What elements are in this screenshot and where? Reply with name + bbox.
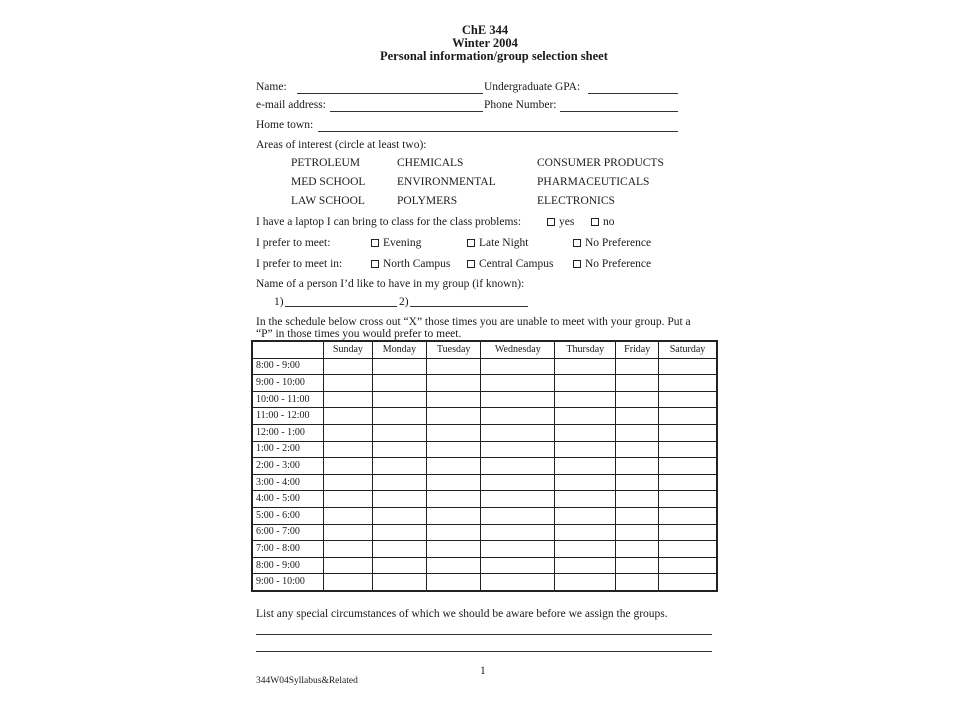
schedule-cell[interactable] xyxy=(426,458,480,475)
schedule-cell[interactable] xyxy=(426,441,480,458)
schedule-cell[interactable] xyxy=(324,391,373,408)
option-label: no xyxy=(603,216,615,228)
meet-time-label: I prefer to meet: xyxy=(256,237,331,249)
schedule-cell[interactable] xyxy=(426,474,480,491)
gpa-field[interactable] xyxy=(588,93,678,94)
checkbox[interactable] xyxy=(547,218,555,226)
time-slot-label: 4:00 - 5:00 xyxy=(252,491,324,508)
group-member-2-field[interactable] xyxy=(410,306,528,307)
schedule-cell[interactable] xyxy=(616,458,659,475)
schedule-cell[interactable] xyxy=(324,574,373,591)
schedule-cell[interactable] xyxy=(555,408,616,425)
time-slot-label: 5:00 - 6:00 xyxy=(252,507,324,524)
day-header: Tuesday xyxy=(426,341,480,358)
schedule-cell[interactable] xyxy=(324,408,373,425)
schedule-cell[interactable] xyxy=(481,375,555,392)
schedule-cell[interactable] xyxy=(555,557,616,574)
table-row xyxy=(252,557,717,574)
interest-option[interactable]: ELECTRONICS xyxy=(537,195,615,207)
interest-option[interactable]: POLYMERS xyxy=(397,195,458,207)
interests-label: Areas of interest (circle at least two): xyxy=(256,139,427,151)
table-row xyxy=(252,375,717,392)
schedule-cell[interactable] xyxy=(659,557,717,574)
sheet-subtitle: Personal information/group selection sheet xyxy=(380,49,608,63)
schedule-table xyxy=(251,340,718,592)
option-label: Central Campus xyxy=(479,258,554,270)
schedule-cell[interactable] xyxy=(555,574,616,591)
schedule-cell[interactable] xyxy=(616,375,659,392)
hometown-field[interactable] xyxy=(318,131,678,132)
schedule-cell[interactable] xyxy=(555,358,616,375)
interest-option[interactable]: PETROLEUM xyxy=(291,157,360,169)
email-field[interactable] xyxy=(330,111,483,112)
schedule-cell[interactable] xyxy=(372,557,426,574)
hometown-label: Home town: xyxy=(256,119,314,131)
schedule-cell[interactable] xyxy=(555,491,616,508)
time-slot-label: 6:00 - 7:00 xyxy=(252,524,324,541)
schedule-cell[interactable] xyxy=(616,491,659,508)
course-title: ChE 344 xyxy=(461,23,509,37)
interest-option[interactable]: ENVIRONMENTAL xyxy=(397,176,496,188)
schedule-cell[interactable] xyxy=(372,574,426,591)
schedule-cell[interactable] xyxy=(426,507,480,524)
schedule-cell[interactable] xyxy=(324,458,373,475)
meet-north-campus-option[interactable] xyxy=(371,257,450,271)
schedule-header-row xyxy=(252,341,717,358)
schedule-instructions: In the schedule below cross out “X” those times you are unable to meet with your group. Put a xyxy=(256,316,691,328)
checkbox[interactable] xyxy=(467,260,475,268)
schedule-cell[interactable] xyxy=(616,557,659,574)
schedule-cell[interactable] xyxy=(555,507,616,524)
phone-label: Phone Number: xyxy=(484,99,557,111)
schedule-cell[interactable] xyxy=(426,391,480,408)
checkbox[interactable] xyxy=(371,260,379,268)
interest-option[interactable]: CHEMICALS xyxy=(397,157,464,169)
table-row xyxy=(252,574,717,591)
schedule-cell[interactable] xyxy=(481,507,555,524)
laptop-yes-option[interactable] xyxy=(547,215,574,229)
schedule-cell[interactable] xyxy=(372,391,426,408)
schedule-cell[interactable] xyxy=(372,408,426,425)
schedule-cell[interactable] xyxy=(372,491,426,508)
day-header: Sunday xyxy=(324,341,373,358)
name-label: Name: xyxy=(256,81,287,93)
table-row xyxy=(252,507,717,524)
schedule-cell[interactable] xyxy=(616,424,659,441)
schedule-cell[interactable] xyxy=(324,441,373,458)
day-header: Saturday xyxy=(659,341,717,358)
meet-place-label: I prefer to meet in: xyxy=(256,258,343,270)
time-slot-label: 10:00 - 11:00 xyxy=(252,391,324,408)
schedule-cell[interactable] xyxy=(659,375,717,392)
schedule-cell[interactable] xyxy=(426,524,480,541)
schedule-cell[interactable] xyxy=(616,358,659,375)
laptop-no-option[interactable] xyxy=(591,215,615,229)
table-row xyxy=(252,458,717,475)
meet-no-preference-option[interactable] xyxy=(573,236,651,250)
schedule-cell[interactable] xyxy=(426,541,480,558)
schedule-cell[interactable] xyxy=(616,507,659,524)
schedule-cell[interactable] xyxy=(372,375,426,392)
group-member-1-label: 1) xyxy=(274,296,284,308)
schedule-cell[interactable] xyxy=(616,524,659,541)
laptop-label: I have a laptop I can bring to class for the class problems: xyxy=(256,216,522,228)
schedule-cell[interactable] xyxy=(481,574,555,591)
schedule-cell[interactable] xyxy=(659,391,717,408)
checkbox[interactable] xyxy=(573,239,581,247)
schedule-cell[interactable] xyxy=(659,524,717,541)
table-row xyxy=(252,541,717,558)
schedule-cell[interactable] xyxy=(616,441,659,458)
schedule-cell[interactable] xyxy=(481,541,555,558)
schedule-cell[interactable] xyxy=(372,441,426,458)
table-row xyxy=(252,524,717,541)
group-member-1-field[interactable] xyxy=(285,306,397,307)
schedule-cell[interactable] xyxy=(324,507,373,524)
time-slot-label: 3:00 - 4:00 xyxy=(252,474,324,491)
table-row xyxy=(252,491,717,508)
schedule-cell[interactable] xyxy=(616,391,659,408)
table-row xyxy=(252,424,717,441)
option-label: No Preference xyxy=(585,237,652,249)
schedule-cell[interactable] xyxy=(324,375,373,392)
schedule-cell[interactable] xyxy=(481,424,555,441)
checkbox[interactable] xyxy=(371,239,379,247)
meet-central-campus-option[interactable] xyxy=(467,257,553,271)
schedule-cell[interactable] xyxy=(426,375,480,392)
interest-option[interactable]: PHARMACEUTICALS xyxy=(537,176,650,188)
schedule-cell[interactable] xyxy=(324,358,373,375)
schedule-cell[interactable] xyxy=(324,474,373,491)
schedule-cell[interactable] xyxy=(324,491,373,508)
schedule-cell[interactable] xyxy=(659,574,717,591)
schedule-cell[interactable] xyxy=(659,507,717,524)
name-field[interactable] xyxy=(297,93,483,94)
schedule-cell[interactable] xyxy=(659,424,717,441)
schedule-cell[interactable] xyxy=(616,541,659,558)
page-number: 1 xyxy=(480,665,486,677)
schedule-cell[interactable] xyxy=(616,408,659,425)
schedule-cell[interactable] xyxy=(372,358,426,375)
schedule-cell[interactable] xyxy=(426,358,480,375)
schedule-cell[interactable] xyxy=(372,541,426,558)
schedule-cell[interactable] xyxy=(555,474,616,491)
schedule-cell[interactable] xyxy=(555,441,616,458)
schedule-cell[interactable] xyxy=(426,557,480,574)
special-circumstances-line-1[interactable] xyxy=(256,634,712,635)
schedule-cell[interactable] xyxy=(659,491,717,508)
day-header: Thursday xyxy=(555,341,616,358)
schedule-cell[interactable] xyxy=(481,557,555,574)
time-slot-label: 12:00 - 1:00 xyxy=(252,424,324,441)
schedule-cell[interactable] xyxy=(659,541,717,558)
time-slot-label: 2:00 - 3:00 xyxy=(252,458,324,475)
table-row xyxy=(252,474,717,491)
schedule-cell[interactable] xyxy=(481,391,555,408)
schedule-cell[interactable] xyxy=(324,424,373,441)
option-label: yes xyxy=(559,216,575,228)
schedule-cell[interactable] xyxy=(481,491,555,508)
table-row xyxy=(252,358,717,375)
phone-field[interactable] xyxy=(560,111,678,112)
schedule-cell[interactable] xyxy=(481,358,555,375)
schedule-cell[interactable] xyxy=(481,408,555,425)
schedule-cell[interactable] xyxy=(659,458,717,475)
schedule-cell[interactable] xyxy=(659,358,717,375)
table-row xyxy=(252,408,717,425)
schedule-cell[interactable] xyxy=(481,474,555,491)
interest-option[interactable]: CONSUMER PRODUCTS xyxy=(537,157,664,169)
time-slot-label: 8:00 - 9:00 xyxy=(252,358,324,375)
term-title: Winter 2004 xyxy=(452,36,518,50)
schedule-cell[interactable] xyxy=(555,424,616,441)
schedule-cell[interactable] xyxy=(481,524,555,541)
schedule-cell[interactable] xyxy=(555,391,616,408)
table-row xyxy=(252,391,717,408)
day-header: Wednesday xyxy=(481,341,555,358)
time-slot-label: 7:00 - 8:00 xyxy=(252,541,324,558)
email-label: e-mail address: xyxy=(256,99,326,111)
schedule-cell[interactable] xyxy=(372,474,426,491)
schedule-cell[interactable] xyxy=(372,458,426,475)
group-label: Name of a person I’d like to have in my group (if known): xyxy=(256,278,525,290)
schedule-cell[interactable] xyxy=(659,408,717,425)
schedule-cell[interactable] xyxy=(324,557,373,574)
schedule-cell[interactable] xyxy=(659,441,717,458)
meet-evening-option[interactable] xyxy=(371,236,421,250)
gpa-label: Undergraduate GPA: xyxy=(484,81,581,93)
schedule-cell[interactable] xyxy=(426,408,480,425)
checkbox[interactable] xyxy=(467,239,475,247)
special-circumstances-label: List any special circumstances of which we should be aware before we assign the groups. xyxy=(256,608,668,620)
time-slot-label: 8:00 - 9:00 xyxy=(252,557,324,574)
day-header: Friday xyxy=(616,341,659,358)
interest-option[interactable]: LAW SCHOOL xyxy=(291,195,365,207)
special-circumstances-line-2[interactable] xyxy=(256,651,712,652)
option-label: No Preference xyxy=(585,258,652,270)
schedule-cell[interactable] xyxy=(372,524,426,541)
checkbox[interactable] xyxy=(573,260,581,268)
meet-late-night-option[interactable] xyxy=(467,236,529,250)
table-row xyxy=(252,441,717,458)
schedule-cell[interactable] xyxy=(481,458,555,475)
option-label: Late Night xyxy=(479,237,529,249)
schedule-cell[interactable] xyxy=(481,441,555,458)
schedule-cell[interactable] xyxy=(555,458,616,475)
schedule-instructions-cont: “P” in those times you would prefer to meet. xyxy=(256,328,462,340)
group-member-2-label: 2) xyxy=(399,296,409,308)
schedule-cell[interactable] xyxy=(426,424,480,441)
day-header: Monday xyxy=(372,341,426,358)
schedule-cell[interactable] xyxy=(426,491,480,508)
checkbox[interactable] xyxy=(591,218,599,226)
schedule-cell[interactable] xyxy=(616,474,659,491)
schedule-cell[interactable] xyxy=(555,375,616,392)
document-id: 344W04Syllabus&Related xyxy=(256,676,358,686)
time-slot-label: 11:00 - 12:00 xyxy=(252,408,324,425)
schedule-cell[interactable] xyxy=(616,574,659,591)
schedule-cell[interactable] xyxy=(555,524,616,541)
time-slot-label: 9:00 - 10:00 xyxy=(252,375,324,392)
interest-option[interactable]: MED SCHOOL xyxy=(291,176,366,188)
schedule-cell[interactable] xyxy=(426,574,480,591)
time-slot-label: 1:00 - 2:00 xyxy=(252,441,324,458)
option-label: North Campus xyxy=(383,258,451,270)
corner-cell xyxy=(252,341,324,358)
schedule-cell[interactable] xyxy=(372,424,426,441)
schedule-cell[interactable] xyxy=(555,541,616,558)
schedule-cell[interactable] xyxy=(324,524,373,541)
time-slot-label: 9:00 - 10:00 xyxy=(252,574,324,591)
schedule-cell[interactable] xyxy=(372,507,426,524)
schedule-cell[interactable] xyxy=(659,474,717,491)
schedule-cell[interactable] xyxy=(324,541,373,558)
meet-place-no-preference-option[interactable] xyxy=(573,257,651,271)
option-label: Evening xyxy=(383,237,422,249)
